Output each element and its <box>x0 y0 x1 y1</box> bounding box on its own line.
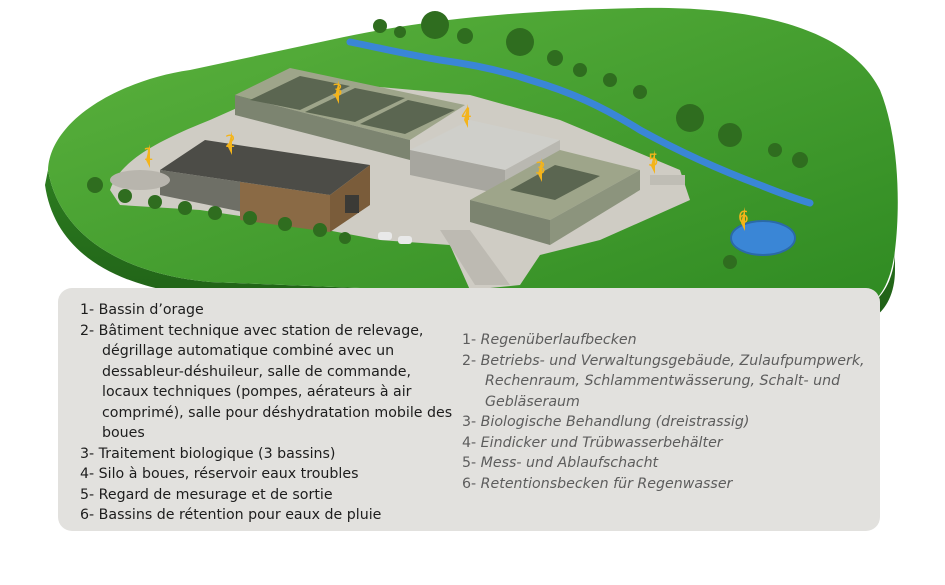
legend-fr-item: 4- Silo à boues, réservoir eaux troubles <box>80 466 359 482</box>
marker-label: 5 <box>648 151 659 171</box>
marker-6 <box>738 207 749 231</box>
metering-shaft <box>650 175 685 185</box>
car <box>378 232 392 240</box>
legend-fr-item: 6- Bassins de rétention pour eaux de pluie <box>80 507 382 523</box>
legend-fr-item: 5- Regard de mesurage et de sortie <box>80 486 333 503</box>
legend-de-item: 3- Biologische Behandlung (dreistrassig) <box>462 414 750 430</box>
legend-german <box>462 330 872 494</box>
legend-de-item: 4- Eindicker und Trübwasserbehälter <box>462 434 723 451</box>
marker-3a <box>332 80 343 104</box>
marker-5 <box>648 150 659 174</box>
marker-label: 2 <box>225 132 236 152</box>
marker-label: 3 <box>535 159 546 179</box>
marker-label: 4 <box>461 105 472 125</box>
legend-fr-item: 1- Bassin d’orage <box>80 302 204 318</box>
legend-fr-item: 2- Bâtiment technique avec station de relevage, dégrillage automatique combiné avec un dessableur-déshuileur, salle de commande, locaux techniques (pompes, aérateurs à air comprimé), salle pour déshydratation mobile des boues <box>80 322 453 441</box>
car <box>398 236 412 244</box>
legend-de-item: 6- Retentionsbecken für Regenwasser <box>462 475 733 492</box>
storm-basin <box>110 170 170 190</box>
legend-fr-item: 3- Traitement biologique (3 bassins) <box>80 445 336 462</box>
legend-de-item: 1- Regenüberlaufbecken <box>462 332 637 348</box>
marker-label: 3 <box>332 81 343 101</box>
marker-4 <box>461 104 472 128</box>
legend-de-item: 5- Mess- und Ablaufschacht <box>462 455 659 471</box>
marker-3b <box>535 158 546 182</box>
marker-label: 1 <box>143 145 154 165</box>
legend-french <box>80 300 460 526</box>
marker-label: 6 <box>738 208 749 228</box>
marker-2 <box>225 131 236 155</box>
legend-de-item: 2- Betriebs- und Verwaltungsgebäude, Zulaufpumpwerk, Rechenraum, Schlammentwässerung, Schalt- und Gebläseraum <box>462 352 865 410</box>
marker-1 <box>143 144 154 168</box>
